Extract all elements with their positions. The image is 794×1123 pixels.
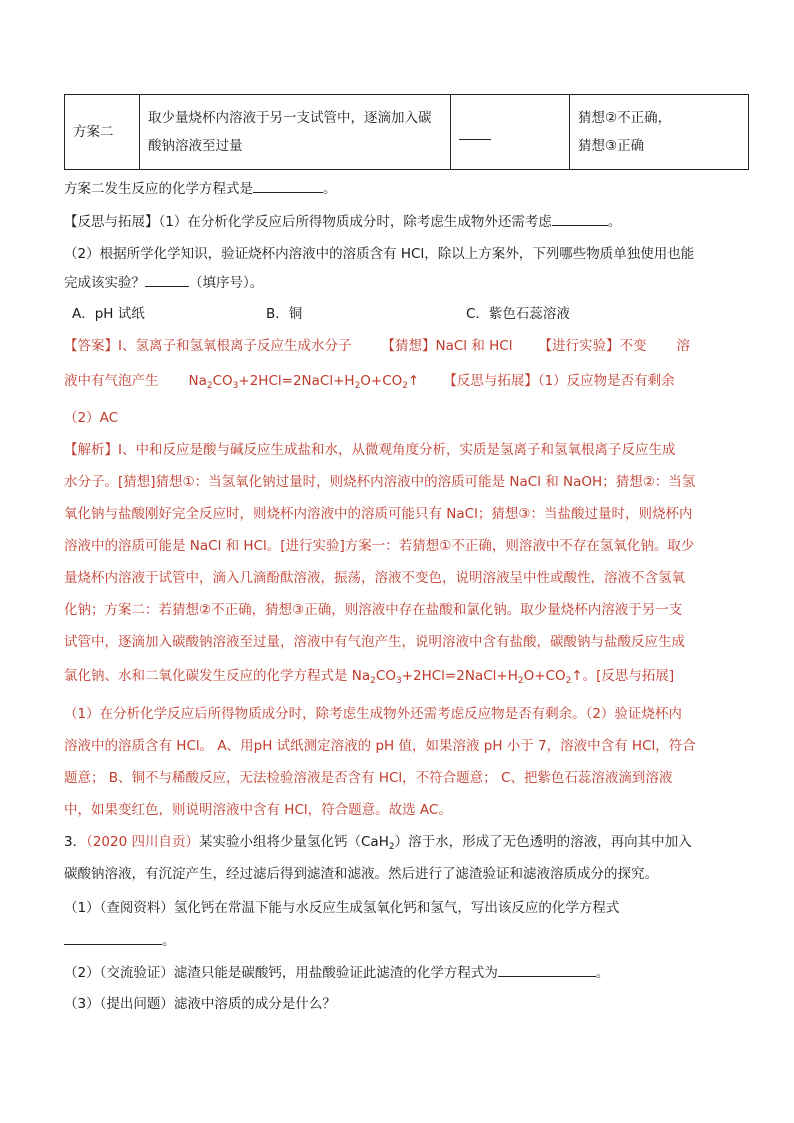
question-3-line: （2）（交流验证）滤渣只能是碳酸钙，用盐酸验证此滤渣的化学方程式为 。 [64, 962, 609, 983]
answer-tag: 【答案】 [64, 338, 118, 354]
procedure-line: 取少量烧杯内溶液于另一支试管中，逐滴加入碳 [148, 110, 432, 126]
answer-line: 【答案】Ⅰ、氢离子和氢氧根离子反应生成水分子 【猜想】NaCl 和 HCl 【进行实验】不变 溶 [64, 338, 690, 354]
question-line: 完成该实验？ （填序号）。 [64, 272, 263, 293]
analysis-line: 题意； B、铜不与稀酸反应，无法检验溶液是否含有 HCl，不符合题意； C、把紫色石蕊溶液滴到溶液 [64, 770, 673, 786]
question-3-line: 。 [64, 930, 176, 951]
question-3-line: 碳酸钠溶液，有沉淀产生，经过滤后得到滤渣和滤液。然后进行了滤渣验证和滤液溶质成分的探究。 [64, 866, 658, 882]
scheme-label: 方案二 [65, 95, 140, 170]
phenomenon-cell [451, 95, 570, 170]
analysis-line: 化钠；方案二：若猜想②不正确，猜想③正确，则溶液中存在盐酸和氯化钠。取少量烧杯内溶液于另一支 [64, 602, 683, 618]
question-source: （2020 四川自贡） [86, 834, 199, 850]
answer-line: （2）AC [64, 410, 119, 426]
analysis-tag: 【解析】 [64, 442, 118, 458]
question-line: 【反思与拓展】（1）在分析化学反应后所得物质成分时，除考虑生成物外还需考虑 。 [64, 211, 621, 232]
conclusion-cell [570, 95, 749, 170]
procedure-cell [140, 95, 451, 170]
analysis-line: 【解析】Ⅰ、中和反应是酸与碱反应生成盐和水，从微观角度分析，实质是氢离子和氢氧根离子反应生成 [64, 442, 676, 458]
answer-blank [145, 272, 189, 287]
option-c: C．紫色石蕊溶液 [466, 306, 570, 322]
analysis-line: 中，如果变红色，则说明溶液中含有 HCl，符合题意。故选 AC。 [64, 802, 452, 818]
answer-blank [498, 962, 596, 977]
answer-blank [253, 178, 323, 193]
analysis-line: 溶液中的溶质含有 HCl。 A、用pH 试纸测定溶液的 pH 值，如果溶液 pH 小于 7，溶液中含有 HCl，符合 [64, 738, 696, 754]
answer-blank [552, 211, 608, 226]
analysis-line: 氧化钠与盐酸刚好完全反应时，则烧杯内溶液中的溶质可能只有 NaCl；猜想③：当盐酸过量时，则烧杯内 [64, 506, 693, 522]
option-a: A．pH 试纸 [72, 306, 145, 322]
question-3-line: 3．（2020 四川自贡）某实验小组将少量氢化钙（CaH$_2$）溶于水，形成了无色透明的溶液，再向其中加入 [64, 834, 692, 852]
experiment-table [64, 94, 749, 170]
conclusion-line: 猜想②不正确， [578, 110, 672, 126]
option-b: B．铜 [266, 306, 303, 322]
answer-blank [459, 124, 491, 140]
analysis-line: 试管中，逐滴加入碳酸钠溶液至过量，溶液中有气泡产生，说明溶液中含有盐酸，碳酸钠与盐酸反应生成 [64, 634, 685, 650]
answer-line: 液中有气泡产生 $Na_2CO_3+2HCl=2NaCl+H_2O+CO_2↑$ 【反思与拓展】（1）反应物是否有剩余 [64, 373, 675, 391]
question-line: 方案二发生反应的化学方程式是 。 [64, 178, 337, 199]
analysis-line: （1）在分析化学反应后所得物质成分时，除考虑生成物外还需考虑反应物是否有剩余。（2）验证烧杯内 [64, 706, 682, 722]
procedure-line: 酸钠溶液至过量 [148, 138, 243, 154]
answer-blank [64, 930, 162, 945]
conclusion-line: 猜想③正确 [578, 138, 645, 154]
chemical-equation: $Na_2CO_3+2HCl=2NaCl+H_2O+CO_2↑$ [188, 373, 420, 391]
analysis-line: 氯化钠、水和二氧化碳发生反应的化学方程式是 $Na_2CO_3+2HCl=2NaCl+H_2O+CO_2↑$。[反思与拓展] [64, 668, 675, 686]
analysis-line: 量烧杯内溶液于试管中，滴入几滴酚酞溶液，振荡，溶液不变色，说明溶液呈中性或酸性，溶液不含氢氧 [64, 570, 685, 586]
question-line: （2）根据所学化学知识，验证烧杯内溶液中的溶质含有 HCl，除以上方案外，下列哪些物质单独使用也能 [64, 246, 695, 262]
analysis-line: 溶液中的溶质可能是 NaCl 和 HCl。[进行实验]方案一：若猜想①不正确，则溶液中不存在氢氧化钠。取少 [64, 538, 695, 554]
question-3-line: （3）（提出问题）滤液中溶质的成分是什么？ [64, 996, 336, 1012]
question-3-line: （1）（查阅资料）氢化钙在常温下能与水反应生成氢氧化钙和氢气，写出该反应的化学方程式 [64, 900, 620, 916]
table-row [65, 95, 749, 170]
chemical-equation: $Na_2CO_3+2HCl=2NaCl+H_2O+CO_2↑$ [351, 668, 583, 686]
analysis-line: 水分子。[猜想]猜想①：当氢氧化钠过量时，则烧杯内溶液中的溶质可能是 NaCl 和 NaOH；猜想②：当氢 [64, 474, 696, 490]
